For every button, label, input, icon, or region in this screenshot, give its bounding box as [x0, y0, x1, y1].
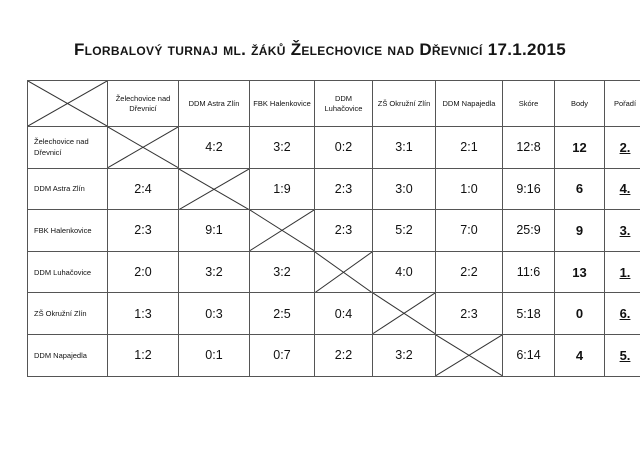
- match-result: 2:1: [436, 127, 503, 169]
- self-match-cell: [436, 334, 503, 376]
- match-result: 2:3: [108, 210, 179, 252]
- score-cell: 6:14: [503, 334, 555, 376]
- match-result: 2:4: [108, 168, 179, 210]
- match-result: 3:2: [250, 127, 315, 169]
- table-row: [28, 168, 640, 210]
- match-result: 0:3: [179, 293, 250, 335]
- self-match-cell: [250, 210, 315, 252]
- match-result: 2:2: [315, 334, 373, 376]
- match-result: 4:2: [179, 127, 250, 169]
- team-name: DDM Napajedla: [28, 334, 108, 376]
- cross-mark: [108, 127, 178, 168]
- rank-cell: 3.: [605, 210, 640, 252]
- score-cell: 11:6: [503, 251, 555, 293]
- points-cell: 9: [555, 210, 605, 252]
- match-result: 2:0: [108, 251, 179, 293]
- match-result: 2:3: [436, 293, 503, 335]
- team-name: FBK Halenkovice: [28, 210, 108, 252]
- match-result: 0:7: [250, 334, 315, 376]
- team-name: Želechovice nad Dřevnicí: [28, 127, 108, 169]
- table-row: [28, 334, 640, 376]
- table-row: [28, 127, 640, 169]
- score-cell: 25:9: [503, 210, 555, 252]
- match-result: 2:3: [315, 168, 373, 210]
- match-result: 5:2: [373, 210, 436, 252]
- match-result: 1:0: [436, 168, 503, 210]
- column-header: Želechovice nad Dřevnicí: [108, 81, 179, 127]
- table-row: [28, 293, 640, 335]
- match-result: 1:3: [108, 293, 179, 335]
- match-result: 4:0: [373, 251, 436, 293]
- rank-cell: 5.: [605, 334, 640, 376]
- match-result: 0:4: [315, 293, 373, 335]
- column-header: ZŠ Okružní Zlín: [373, 81, 436, 127]
- team-name: DDM Luhačovice: [28, 251, 108, 293]
- match-result: 3:2: [179, 251, 250, 293]
- match-result: 3:2: [250, 251, 315, 293]
- column-header: DDM Astra Zlín: [179, 81, 250, 127]
- column-header: Body: [555, 81, 605, 127]
- match-result: 0:2: [315, 127, 373, 169]
- team-name: ZŠ Okružní Zlín: [28, 293, 108, 335]
- self-match-cell: [108, 127, 179, 169]
- match-result: 2:5: [250, 293, 315, 335]
- score-cell: 9:16: [503, 168, 555, 210]
- points-cell: 6: [555, 168, 605, 210]
- column-header: DDM Luhačovice: [315, 81, 373, 127]
- rank-cell: 6.: [605, 293, 640, 335]
- points-cell: 4: [555, 334, 605, 376]
- cross-mark: [436, 335, 502, 376]
- match-result: 3:0: [373, 168, 436, 210]
- rank-cell: 2.: [605, 127, 640, 169]
- title-text: Florbalový turnaj ml. žáků Želechovice nad Dřevnicí 17.1.2015: [73, 40, 567, 59]
- points-cell: 12: [555, 127, 605, 169]
- column-header: DDM Napajedla: [436, 81, 503, 127]
- column-header: Pořadí: [605, 81, 640, 127]
- corner-cell: [28, 81, 108, 127]
- match-result: 1:2: [108, 334, 179, 376]
- match-result: 0:1: [179, 334, 250, 376]
- table-row: [28, 251, 640, 293]
- rank-cell: 1.: [605, 251, 640, 293]
- match-result: 7:0: [436, 210, 503, 252]
- rank-cell: 4.: [605, 168, 640, 210]
- page-title: [0, 40, 640, 60]
- self-match-cell: [179, 168, 250, 210]
- cross-mark: [179, 169, 249, 210]
- cross-mark: [373, 293, 435, 334]
- match-result: 3:1: [373, 127, 436, 169]
- match-result: 9:1: [179, 210, 250, 252]
- match-result: 3:2: [373, 334, 436, 376]
- points-cell: 13: [555, 251, 605, 293]
- column-header: FBK Halenkovice: [250, 81, 315, 127]
- self-match-cell: [315, 251, 373, 293]
- cross-mark: [28, 81, 107, 126]
- cross-mark: [250, 210, 314, 251]
- score-cell: 12:8: [503, 127, 555, 169]
- column-header: Skóre: [503, 81, 555, 127]
- points-cell: 0: [555, 293, 605, 335]
- header-row: [28, 81, 640, 127]
- match-result: 2:2: [436, 251, 503, 293]
- match-result: 2:3: [315, 210, 373, 252]
- match-result: 1:9: [250, 168, 315, 210]
- cross-mark: [315, 252, 372, 293]
- team-name: DDM Astra Zlín: [28, 168, 108, 210]
- tournament-table: [27, 80, 640, 377]
- self-match-cell: [373, 293, 436, 335]
- score-cell: 5:18: [503, 293, 555, 335]
- table-row: [28, 210, 640, 252]
